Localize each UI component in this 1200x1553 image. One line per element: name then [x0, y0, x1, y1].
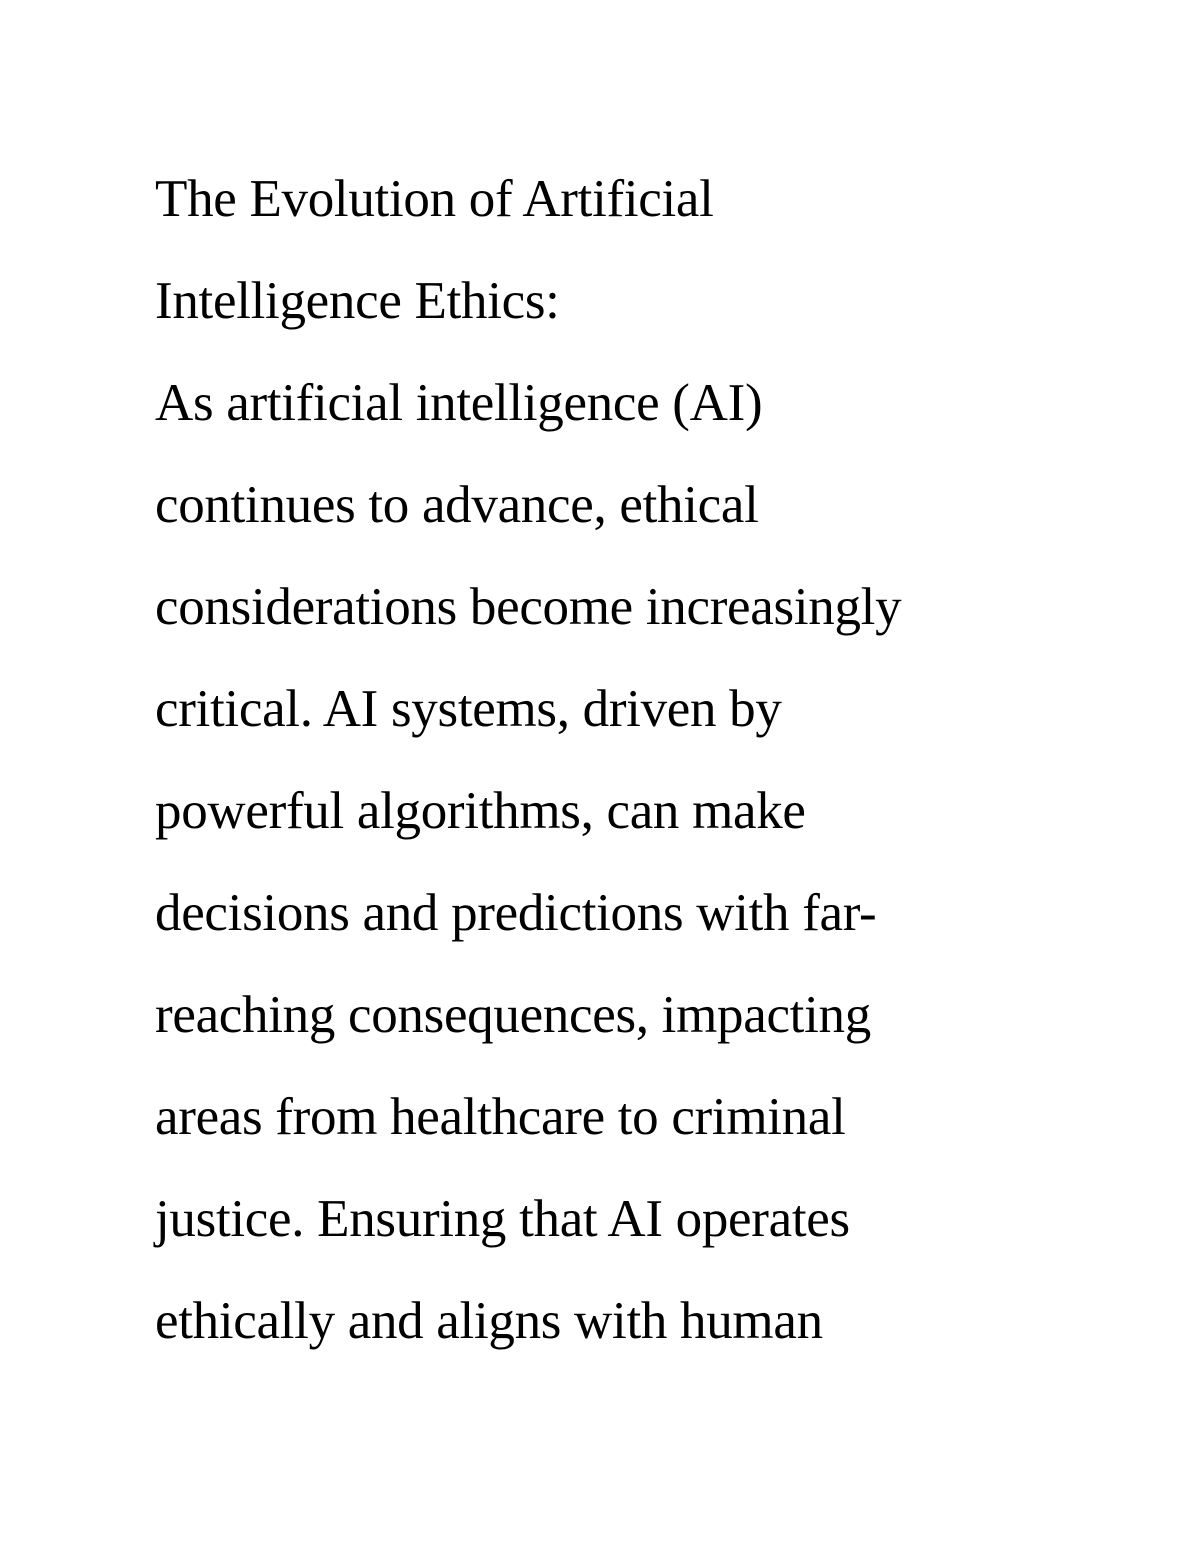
title-line: Intelligence Ethics: [155, 272, 560, 330]
body-line: critical. AI systems, driven by [155, 680, 782, 738]
body-line: considerations become increasingly [155, 578, 902, 636]
body-line: As artificial intelligence (AI) [155, 374, 763, 432]
body-line: ethically and aligns with human [155, 1292, 823, 1350]
body-line: reaching consequences, impacting [155, 986, 871, 1044]
body-line: powerful algorithms, can make [155, 782, 806, 840]
document-text [155, 148, 1055, 1372]
title-line: The Evolution of Artificial [155, 170, 714, 228]
body-line: decisions and predictions with far- [155, 884, 877, 942]
body-line: continues to advance, ethical [155, 476, 759, 534]
body-line: justice. Ensuring that AI operates [155, 1190, 850, 1248]
body-line: areas from healthcare to criminal [155, 1088, 846, 1146]
